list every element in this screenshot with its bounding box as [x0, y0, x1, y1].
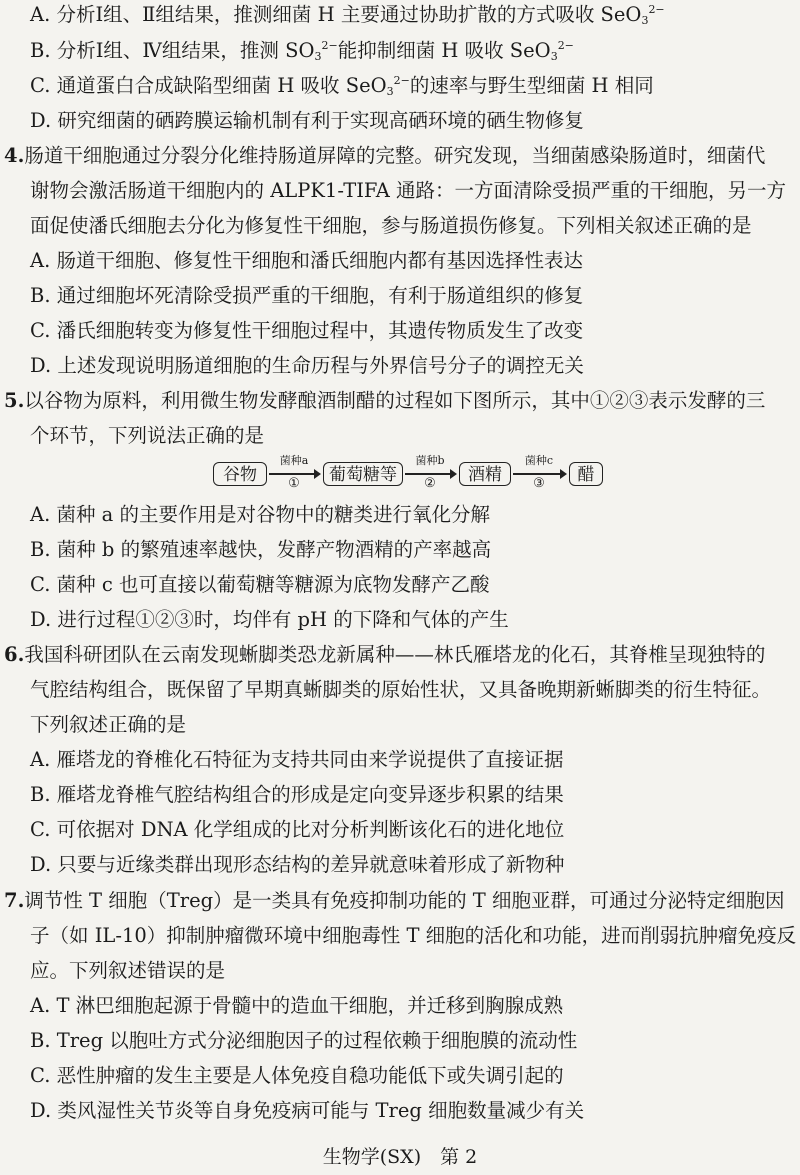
flow-step-2: ②: [424, 476, 436, 491]
q5-option-c: C. 菌种 c 也可直接以葡萄糖等糖源为底物发酵产乙酸: [30, 573, 490, 596]
q4-option-d: D. 上述发现说明肠道细胞的生命历程与外界信号分子的调控无关: [30, 354, 584, 377]
q4-number: 4.: [4, 144, 25, 167]
q4-option-a: A. 肠道干细胞、修复性干细胞和潘氏细胞内都有基因选择性表达: [30, 249, 583, 272]
flow-label-strain-b: 菌种b: [415, 454, 445, 467]
q4-stem-line-1: 4.肠道干细胞通过分裂分化维持肠道屏障的完整。研究发现，当细菌感染肠道时，细菌代: [4, 144, 766, 167]
q7-number: 7.: [4, 889, 25, 912]
q5-option-a: A. 菌种 a 的主要作用是对谷物中的糖类进行氧化分解: [30, 503, 491, 526]
flow-box-grain: 谷物: [213, 462, 267, 486]
flow-box-vinegar: 醋: [569, 462, 603, 486]
q7-option-d: D. 类风湿性关节炎等自身免疫病可能与 Treg 细胞数量减少有关: [30, 1099, 585, 1122]
q5-option-b: B. 菌种 b 的繁殖速率越快，发酵产物酒精的产率越高: [30, 538, 492, 561]
q6-option-b: B. 雁塔龙脊椎气腔结构组合的形成是定向变异逐步积累的结果: [30, 783, 564, 806]
flow-step-3: ③: [533, 476, 545, 491]
q7-stem-line-1: 7.调节性 T 细胞（Treg）是一类具有免疫抑制功能的 T 细胞亚群，可通过分泌特定细胞因: [4, 889, 785, 912]
q3-option-d: D. 研究细菌的硒跨膜运输机制有利于实现高硒环境的硒生物修复: [30, 109, 584, 132]
q3-option-c: C. 通道蛋白合成缺陷型细菌 H 吸收 SeO$_3^{2-}$的速率与野生型细菌 H 相同: [30, 74, 654, 98]
q7-stem-line-3: 应。下列叙述错误的是: [30, 959, 226, 982]
flow-box-glucose: 葡萄糖等: [323, 462, 403, 486]
q6-number: 6.: [4, 643, 25, 666]
q4-stem-line-2: 谢物会激活肠道干细胞内的 ALPK1-TIFA 通路：一方面清除受损严重的干细胞，另一方: [30, 179, 787, 202]
q3-option-a: A. 分析Ⅰ组、Ⅱ组结果，推测细菌 H 主要通过协助扩散的方式吸收 SeO$_3^{2-}$: [30, 3, 665, 27]
q4-option-c: C. 潘氏细胞转变为修复性干细胞过程中，其遗传物质发生了改变: [30, 319, 584, 342]
q7-option-a: A. T 淋巴细胞起源于骨髓中的造血干细胞，并迁移到胸腺成熟: [30, 994, 564, 1017]
q6-option-a: A. 雁塔龙的脊椎化石特征为支持共同由来学说提供了直接证据: [30, 748, 564, 771]
q7-stem-line-2: 子（如 IL-10）抑制肿瘤微环境中细胞毒性 T 细胞的活化和功能，进而削弱抗肿瘤免疫反: [30, 924, 797, 947]
q6-stem-line-1: 6.我国科研团队在云南发现蜥脚类恐龙新属种——林氏雁塔龙的化石，其脊椎呈现独特的: [4, 643, 766, 666]
flow-box-alcohol: 酒精: [459, 462, 511, 486]
q5-stem-line-1: 5.以谷物为原料，利用微生物发酵酿酒制醋的过程如下图所示，其中①②③表示发酵的三: [4, 389, 766, 412]
flow-arrow-3: [513, 473, 565, 475]
q6-stem-line-2: 气腔结构组合，既保留了早期真蜥脚类的原始性状，又具备晚期新蜥脚类的衍生特征。: [30, 678, 772, 701]
flow-label-strain-a: 菌种a: [279, 454, 309, 467]
fermentation-flow-diagram: [213, 452, 603, 492]
q5-stem-line-2: 个环节，下列说法正确的是: [30, 424, 265, 447]
q6-option-d: D. 只要与近缘类群出现形态结构的差异就意味着形成了新物种: [30, 853, 565, 876]
flow-arrow-2: [405, 473, 455, 475]
q7-option-c: C. 恶性肿瘤的发生主要是人体免疫自稳功能低下或失调引起的: [30, 1064, 564, 1087]
q5-option-d: D. 进行过程①②③时，均伴有 pH 的下降和气体的产生: [30, 608, 509, 631]
q3-option-b: B. 分析Ⅰ组、Ⅳ组结果，推测 $SO_3^{2-}$能抑制细菌 H 吸收 SeO$_3^{2-}$: [30, 39, 574, 63]
flow-label-strain-c: 菌种c: [524, 454, 554, 467]
q5-number: 5.: [4, 389, 25, 412]
q4-stem-line-3: 面促使潘氏细胞去分化为修复性干细胞，参与肠道损伤修复。下列相关叙述正确的是: [30, 214, 752, 237]
q4-option-b: B. 通过细胞坏死清除受损严重的干细胞，有利于肠道组织的修复: [30, 284, 584, 307]
q7-option-b: B. Treg 以胞吐方式分泌细胞因子的过程依赖于细胞膜的流动性: [30, 1029, 578, 1052]
flow-arrow-1: [269, 473, 319, 475]
q6-stem-line-3: 下列叙述正确的是: [30, 713, 187, 736]
q6-option-c: C. 可依据对 DNA 化学组成的比对分析判断该化石的进化地位: [30, 818, 565, 841]
page-footer: 生物学(SX) 第 2: [322, 1146, 478, 1168]
flow-step-1: ①: [288, 476, 300, 491]
